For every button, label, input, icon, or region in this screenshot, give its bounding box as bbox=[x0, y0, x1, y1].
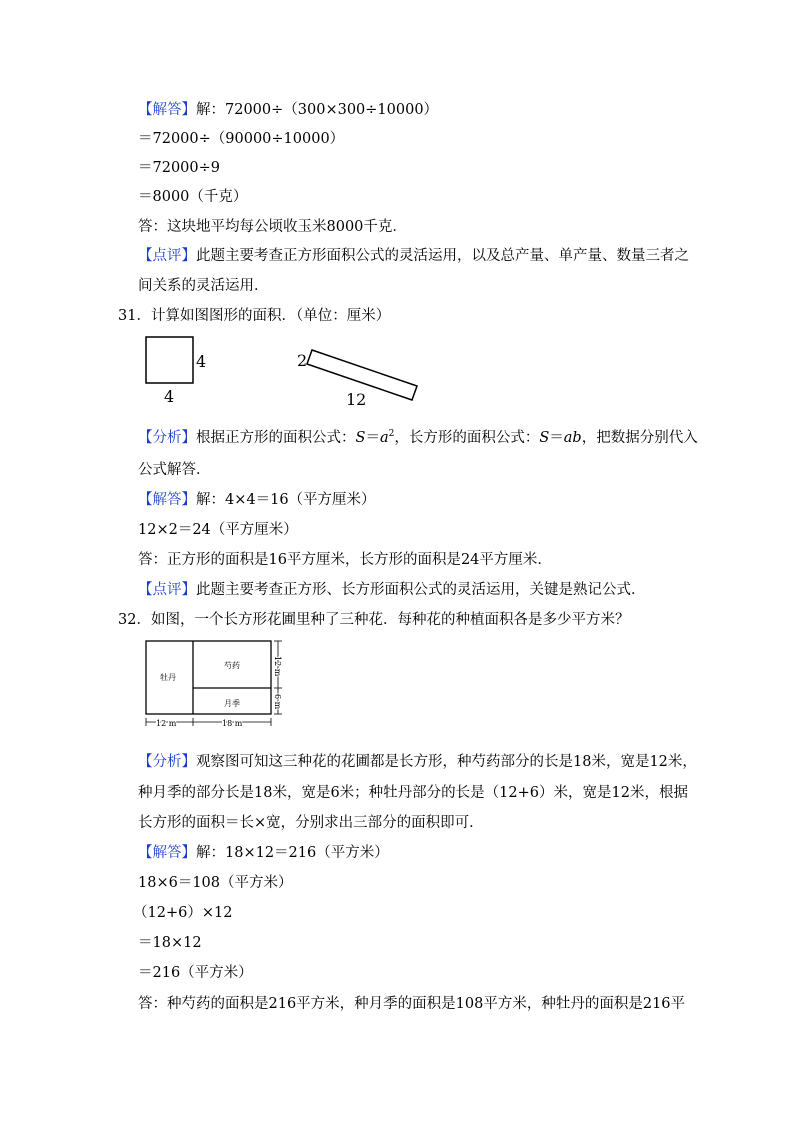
solution-tag: 【解答】 bbox=[138, 845, 196, 861]
q31-answer: 答：正方形的面积是16平方厘米，长方形的面积是24平方厘米． bbox=[138, 552, 552, 568]
q30-solution-line-2: ＝72000÷（90000÷10000） bbox=[138, 131, 345, 147]
rectangle-length-label: 12 bbox=[346, 390, 367, 409]
comment-tag: 【点评】 bbox=[138, 248, 196, 264]
q30-solution-line-1: 【解答】解：72000÷（300×300÷10000） bbox=[138, 102, 439, 118]
comment-tag: 【点评】 bbox=[138, 582, 196, 598]
q32-analysis-line-2: 种月季的部分长是18米，宽是6米；种牡丹部分的长是（12+6）米，宽是12米，根据 bbox=[138, 785, 688, 801]
q31-solution-line-1: 【解答】解：4×4＝16（平方厘米） bbox=[138, 492, 376, 508]
q32-solution-line-4: ＝18×12 bbox=[138, 935, 202, 951]
solution-tag: 【解答】 bbox=[138, 492, 196, 508]
analysis-tag: 【分析】 bbox=[138, 754, 196, 770]
analysis-tag: 【分析】 bbox=[138, 430, 196, 446]
square-bottom-label: 4 bbox=[164, 387, 175, 406]
q32-answer: 答：种芍药的面积是216平方米，种月季的面积是108平方米，种牡丹的面积是216平 bbox=[138, 996, 686, 1012]
bottom-height-label: 6 m bbox=[273, 694, 282, 710]
q30-solution-line-3: ＝72000÷9 bbox=[138, 160, 221, 176]
q32-solution-line-2: 18×6＝108（平方米） bbox=[138, 875, 293, 891]
left-width-label: 12 m bbox=[156, 719, 177, 728]
q31-solution-line-2: 12×2＝24（平方厘米） bbox=[138, 522, 298, 538]
q32-solution-line-3: （12+6）×12 bbox=[133, 905, 233, 921]
square-side-label: 4 bbox=[196, 352, 207, 371]
q30-solution-line-4: ＝8000（千克） bbox=[138, 189, 248, 205]
right-width-label: 18 m bbox=[222, 719, 243, 728]
q30-answer: 答：这块地平均每公顷收玉米8000千克． bbox=[138, 219, 407, 235]
q32-analysis-line-1: 【分析】观察图可知这三种花的花圃都是长方形，种芍药部分的长是18米，宽是12米， bbox=[138, 754, 697, 770]
q30-comment-line-2: 间关系的灵活运用． bbox=[138, 278, 269, 294]
herbaceous-peony-label: 芍药 bbox=[224, 661, 240, 670]
solution-tag: 【解答】 bbox=[138, 102, 196, 118]
rose-label: 月季 bbox=[224, 699, 240, 708]
q30-comment-line-1: 【点评】此题主要考查正方形面积公式的灵活运用，以及总产量、单产量、数量三者之 bbox=[138, 248, 689, 264]
q32-solution-line-5: ＝216（平方米） bbox=[138, 965, 253, 981]
q31-figure bbox=[140, 332, 440, 412]
q32-figure bbox=[138, 638, 288, 730]
q32-analysis-line-3: 长方形的面积＝长×宽，分别求出三部分的面积即可． bbox=[138, 815, 484, 831]
q32-question: 32．如图，一个长方形花圃里种了三种花．每种花的种植面积各是多少平方米？ bbox=[118, 612, 630, 628]
q32-solution-line-1: 【解答】解：18×12＝216（平方米） bbox=[138, 845, 389, 861]
rectangle-width-label: 2 bbox=[297, 351, 308, 370]
square-shape bbox=[146, 337, 193, 383]
q31-comment: 【点评】此题主要考查正方形、长方形面积公式的灵活运用，关键是熟记公式． bbox=[138, 582, 646, 598]
peony-label: 牡丹 bbox=[160, 673, 176, 682]
q31-analysis-line-1: 【分析】根据正方形的面积公式：$S=a^2$，长方形的面积公式：S＝ab，把数据分别代入 bbox=[138, 429, 698, 446]
q31-question: 31．计算如图图形的面积．（单位：厘米） bbox=[118, 308, 391, 324]
q31-analysis-line-2: 公式解答． bbox=[138, 462, 211, 478]
top-height-label: 12 m bbox=[273, 656, 282, 677]
